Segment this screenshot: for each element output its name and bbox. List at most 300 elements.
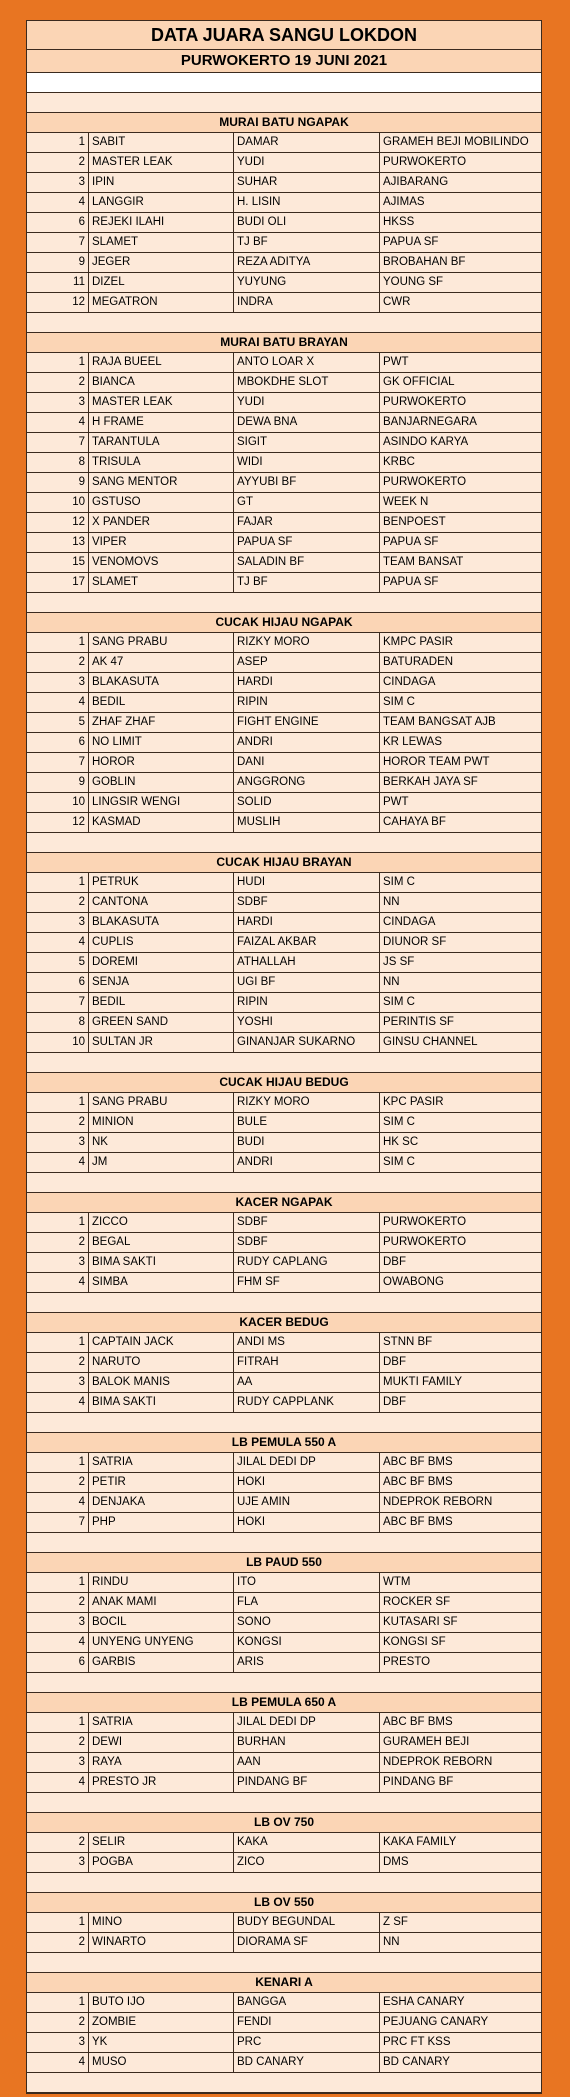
bird-name-cell: MUSO xyxy=(89,2053,234,2072)
rank-cell: 1 xyxy=(27,873,89,892)
rank-cell: 1 xyxy=(27,1913,89,1932)
bird-name-cell: SLAMET xyxy=(89,233,234,252)
owner-cell: MBOKDHE SLOT xyxy=(234,373,380,392)
bird-name-cell: POGBA xyxy=(89,1853,234,1872)
rank-cell: 4 xyxy=(27,2053,89,2072)
team-cell: STNN BF xyxy=(383,1336,433,1348)
table-row xyxy=(27,773,541,793)
owner-cell: FAJAR xyxy=(234,513,380,532)
team-cell: PURWOKERTO xyxy=(383,1236,467,1248)
bird-name-cell: BLAKASUTA xyxy=(89,913,234,932)
bird-name-cell: HOROR xyxy=(89,753,234,772)
team-cell: KMPC PASIR xyxy=(383,636,454,648)
bird-name-cell: JM xyxy=(89,1153,234,1172)
rank-cell: 10 xyxy=(27,1033,89,1052)
table-row xyxy=(27,893,541,913)
owner-cell: JILAL DEDI DP xyxy=(234,1713,380,1732)
bird-name-cell: SIMBA xyxy=(89,1273,234,1292)
owner-cell: RIPIN xyxy=(234,693,380,712)
rank-cell: 2 xyxy=(27,1113,89,1132)
table-row xyxy=(27,973,541,993)
team-cell: ASINDO KARYA xyxy=(383,436,469,448)
bird-name-cell: TARANTULA xyxy=(89,433,234,452)
owner-cell: HUDI xyxy=(234,873,380,892)
category-header: CUCAK HIJAU BRAYAN xyxy=(27,853,541,873)
team-cell: PWT xyxy=(383,356,409,368)
owner-cell: SUHAR xyxy=(234,173,380,192)
bird-name-cell: SANG MENTOR xyxy=(89,473,234,492)
team-cell: BD CANARY xyxy=(383,2056,450,2068)
rank-cell: 3 xyxy=(27,2033,89,2052)
table-row xyxy=(27,1213,541,1233)
gap-row xyxy=(27,1533,541,1553)
bird-name-cell: GSTUSO xyxy=(89,493,234,512)
team-cell: GINSU CHANNEL xyxy=(383,1036,478,1048)
table-row xyxy=(27,793,541,813)
bird-name-cell: RAYA xyxy=(89,1753,234,1772)
rank-cell: 4 xyxy=(27,1633,89,1652)
table-row xyxy=(27,1253,541,1273)
team-cell: DMS xyxy=(383,1856,409,1868)
rank-cell: 1 xyxy=(27,1573,89,1592)
gap-row xyxy=(27,313,541,333)
owner-cell: UJE AMIN xyxy=(234,1493,380,1512)
rank-cell: 7 xyxy=(27,433,89,452)
team-cell: GRAMEH BEJI MOBILINDO xyxy=(383,136,529,148)
rank-cell: 11 xyxy=(27,273,89,292)
bird-name-cell: UNYENG UNYENG xyxy=(89,1633,234,1652)
rank-cell: 5 xyxy=(27,953,89,972)
table-row xyxy=(27,1853,541,1873)
bird-name-cell: GREEN SAND xyxy=(89,1013,234,1032)
team-cell: GURAMEH BEJI xyxy=(383,1736,470,1748)
owner-cell: ANTO LOAR X xyxy=(234,353,380,372)
bird-name-cell: VIPER xyxy=(89,533,234,552)
rank-cell: 2 xyxy=(27,1733,89,1752)
owner-cell: MUSLIH xyxy=(234,813,380,832)
owner-cell: KONGSI xyxy=(234,1633,380,1652)
category-header: CUCAK HIJAU NGAPAK xyxy=(27,613,541,633)
owner-cell: HOKI xyxy=(234,1513,380,1532)
bird-name-cell: CUPLIS xyxy=(89,933,234,952)
table-row xyxy=(27,233,541,253)
bird-name-cell: RAJA BUEEL xyxy=(89,353,234,372)
team-cell: SIM C xyxy=(383,996,415,1008)
team-cell: OWABONG xyxy=(383,1276,444,1288)
table-row xyxy=(27,1113,541,1133)
gap-row xyxy=(27,1873,541,1893)
owner-cell: SDBF xyxy=(234,1213,380,1232)
owner-cell: GINANJAR SUKARNO xyxy=(234,1033,380,1052)
results-sheet xyxy=(26,20,542,2094)
table-row xyxy=(27,1393,541,1413)
bird-name-cell: MINION xyxy=(89,1113,234,1132)
bird-name-cell: BUTO IJO xyxy=(89,1993,234,2012)
team-cell: PURWOKERTO xyxy=(383,1216,467,1228)
table-row xyxy=(27,1573,541,1593)
bird-name-cell: SANG PRABU xyxy=(89,633,234,652)
category-header: LB OV 750 xyxy=(27,1813,541,1833)
table-row xyxy=(27,2053,541,2073)
team-cell: TEAM BANGSAT AJB xyxy=(383,716,496,728)
team-cell: ESHA CANARY xyxy=(383,1996,465,2008)
team-cell: CINDAGA xyxy=(383,676,436,688)
bird-name-cell: BALOK MANIS xyxy=(89,1373,234,1392)
bird-name-cell: SENJA xyxy=(89,973,234,992)
bird-name-cell: BLAKASUTA xyxy=(89,673,234,692)
team-cell: PAPUA SF xyxy=(383,236,439,248)
bird-name-cell: LANGGIR xyxy=(89,193,234,212)
bird-name-cell: ZOMBIE xyxy=(89,2013,234,2032)
owner-cell: DEWA BNA xyxy=(234,413,380,432)
rank-cell: 7 xyxy=(27,993,89,1012)
team-cell: PERINTIS SF xyxy=(383,1016,454,1028)
rank-cell: 1 xyxy=(27,1213,89,1232)
owner-cell: FENDI xyxy=(234,2013,380,2032)
bird-name-cell: MEGATRON xyxy=(89,293,234,312)
owner-cell: AA xyxy=(234,1373,380,1392)
team-cell: NN xyxy=(383,976,400,988)
bird-name-cell: SATRIA xyxy=(89,1713,234,1732)
gap-row xyxy=(27,1173,541,1193)
table-row xyxy=(27,1753,541,1773)
rank-cell: 3 xyxy=(27,1753,89,1772)
team-cell: JS SF xyxy=(383,956,415,968)
owner-cell: ANGGRONG xyxy=(234,773,380,792)
rank-cell: 4 xyxy=(27,1153,89,1172)
team-cell: PRC FT KSS xyxy=(383,2036,451,2048)
bird-name-cell: ZICCO xyxy=(89,1213,234,1232)
owner-cell: PAPUA SF xyxy=(234,533,380,552)
table-row xyxy=(27,1353,541,1373)
rank-cell: 8 xyxy=(27,1013,89,1032)
owner-cell: FHM SF xyxy=(234,1273,380,1292)
bird-name-cell: DENJAKA xyxy=(89,1493,234,1512)
bird-name-cell: LINGSIR WENGI xyxy=(89,793,234,812)
owner-cell: RUDY CAPPLANK xyxy=(234,1393,380,1412)
rank-cell: 2 xyxy=(27,2013,89,2032)
rank-cell: 5 xyxy=(27,713,89,732)
rank-cell: 3 xyxy=(27,1133,89,1152)
team-cell: SIM C xyxy=(383,1156,415,1168)
owner-cell: RIPIN xyxy=(234,993,380,1012)
bird-name-cell: PHP xyxy=(89,1513,234,1532)
rank-cell: 3 xyxy=(27,393,89,412)
owner-cell: RIZKY MORO xyxy=(234,633,380,652)
team-cell: PEJUANG CANARY xyxy=(383,2016,489,2028)
owner-cell: YUDI xyxy=(234,153,380,172)
owner-cell: KAKA xyxy=(234,1833,380,1852)
rank-cell: 3 xyxy=(27,1613,89,1632)
bird-name-cell: SULTAN JR xyxy=(89,1033,234,1052)
bird-name-cell: DIZEL xyxy=(89,273,234,292)
rank-cell: 2 xyxy=(27,1593,89,1612)
table-row xyxy=(27,553,541,573)
team-cell: CINDAGA xyxy=(383,916,436,928)
rank-cell: 7 xyxy=(27,1513,89,1532)
team-cell: WTM xyxy=(383,1576,411,1588)
team-cell: BERKAH JAYA SF xyxy=(383,776,478,788)
table-row xyxy=(27,1833,541,1853)
gap-row xyxy=(27,2073,541,2093)
owner-cell: ANDRI xyxy=(234,733,380,752)
bird-name-cell: SABIT xyxy=(89,133,234,152)
bird-name-cell: WINARTO xyxy=(89,1933,234,1952)
table-row xyxy=(27,753,541,773)
team-cell: AJIMAS xyxy=(383,196,425,208)
bird-name-cell: KASMAD xyxy=(89,813,234,832)
bird-name-cell: AK 47 xyxy=(89,653,234,672)
rank-cell: 3 xyxy=(27,673,89,692)
owner-cell: SDBF xyxy=(234,893,380,912)
bird-name-cell: SELIR xyxy=(89,1833,234,1852)
owner-cell: SDBF xyxy=(234,1233,380,1252)
rank-cell: 2 xyxy=(27,1833,89,1852)
table-row xyxy=(27,1593,541,1613)
table-row xyxy=(27,633,541,653)
bird-name-cell: BEDIL xyxy=(89,693,234,712)
bird-name-cell: DEWI xyxy=(89,1733,234,1752)
team-cell: KUTASARI SF xyxy=(383,1616,458,1628)
table-row xyxy=(27,993,541,1013)
team-cell: ABC BF BMS xyxy=(383,1516,453,1528)
owner-cell: AAN xyxy=(234,1753,380,1772)
rank-cell: 1 xyxy=(27,1333,89,1352)
rank-cell: 4 xyxy=(27,1493,89,1512)
bird-name-cell: GARBIS xyxy=(89,1653,234,1672)
bird-name-cell: PETIR xyxy=(89,1473,234,1492)
table-row xyxy=(27,1453,541,1473)
table-row xyxy=(27,1333,541,1353)
team-cell: PRESTO xyxy=(383,1656,431,1668)
category-header: CUCAK HIJAU BEDUG xyxy=(27,1073,541,1093)
category-header: LB PAUD 550 xyxy=(27,1553,541,1573)
table-row xyxy=(27,1513,541,1533)
table-row xyxy=(27,153,541,173)
rank-cell: 4 xyxy=(27,693,89,712)
rank-cell: 15 xyxy=(27,553,89,572)
table-row xyxy=(27,813,541,833)
bird-name-cell: BIMA SAKTI xyxy=(89,1253,234,1272)
spacer-row xyxy=(27,73,541,93)
team-cell: KAKA FAMILY xyxy=(383,1836,457,1848)
owner-cell: BUDI OLI xyxy=(234,213,380,232)
bird-name-cell: VENOMOVS xyxy=(89,553,234,572)
bird-name-cell: SANG PRABU xyxy=(89,1093,234,1112)
team-cell: BATURADEN xyxy=(383,656,454,668)
owner-cell: BURHAN xyxy=(234,1733,380,1752)
rank-cell: 7 xyxy=(27,233,89,252)
bird-name-cell: MINO xyxy=(89,1913,234,1932)
table-row xyxy=(27,713,541,733)
table-row xyxy=(27,353,541,373)
team-cell: PURWOKERTO xyxy=(383,476,467,488)
rank-cell: 3 xyxy=(27,1373,89,1392)
table-row xyxy=(27,173,541,193)
bird-name-cell: MASTER LEAK xyxy=(89,153,234,172)
owner-cell: TJ BF xyxy=(234,233,380,252)
rank-cell: 4 xyxy=(27,1393,89,1412)
bird-name-cell: TRISULA xyxy=(89,453,234,472)
team-cell: GK OFFICIAL xyxy=(383,376,455,388)
rank-cell: 2 xyxy=(27,1933,89,1952)
owner-cell: ITO xyxy=(234,1573,380,1592)
table-row xyxy=(27,933,541,953)
rank-cell: 9 xyxy=(27,773,89,792)
bird-name-cell: NO LIMIT xyxy=(89,733,234,752)
table-row xyxy=(27,2013,541,2033)
team-cell: Z SF xyxy=(383,1916,408,1928)
rank-cell: 2 xyxy=(27,653,89,672)
rank-cell: 9 xyxy=(27,253,89,272)
owner-cell: ANDRI xyxy=(234,1153,380,1172)
team-cell: PWT xyxy=(383,796,409,808)
owner-cell: ATHALLAH xyxy=(234,953,380,972)
table-row xyxy=(27,1473,541,1493)
bird-name-cell: CAPTAIN JACK xyxy=(89,1333,234,1352)
team-cell: BANJARNEGARA xyxy=(383,416,477,428)
table-row xyxy=(27,293,541,313)
owner-cell: TJ BF xyxy=(234,573,380,592)
table-row xyxy=(27,273,541,293)
owner-cell: SIGIT xyxy=(234,433,380,452)
bird-name-cell: RINDU xyxy=(89,1573,234,1592)
owner-cell: SONO xyxy=(234,1613,380,1632)
rank-cell: 1 xyxy=(27,1713,89,1732)
team-cell: ROCKER SF xyxy=(383,1596,451,1608)
rank-cell: 3 xyxy=(27,1253,89,1272)
bird-name-cell: ZHAF ZHAF xyxy=(89,713,234,732)
table-row xyxy=(27,2033,541,2053)
team-cell: CAHAYA BF xyxy=(383,816,446,828)
owner-cell: YUYUNG xyxy=(234,273,380,292)
team-cell: BENPOEST xyxy=(383,516,446,528)
rank-cell: 2 xyxy=(27,1233,89,1252)
rank-cell: 7 xyxy=(27,753,89,772)
team-cell: SIM C xyxy=(383,876,415,888)
bird-name-cell: REJEKI ILAHI xyxy=(89,213,234,232)
table-row xyxy=(27,133,541,153)
owner-cell: BANGGA xyxy=(234,1993,380,2012)
owner-cell: UGI BF xyxy=(234,973,380,992)
owner-cell: BD CANARY xyxy=(234,2053,380,2072)
owner-cell: INDRA xyxy=(234,293,380,312)
table-row xyxy=(27,393,541,413)
category-header: LB PEMULA 650 A xyxy=(27,1693,541,1713)
event-subtitle: PURWOKERTO 19 JUNI 2021 xyxy=(27,50,541,73)
table-row xyxy=(27,453,541,473)
team-cell: ABC BF BMS xyxy=(383,1716,453,1728)
bird-name-cell: PRESTO JR xyxy=(89,1773,234,1792)
rank-cell: 3 xyxy=(27,173,89,192)
team-cell: DBF xyxy=(383,1256,406,1268)
gap-row xyxy=(27,1413,541,1433)
category-header: KACER NGAPAK xyxy=(27,1193,541,1213)
team-cell: ABC BF BMS xyxy=(383,1476,453,1488)
rank-cell: 2 xyxy=(27,1353,89,1372)
table-row xyxy=(27,253,541,273)
table-row xyxy=(27,1733,541,1753)
owner-cell: RUDY CAPLANG xyxy=(234,1253,380,1272)
bird-name-cell: BIANCA xyxy=(89,373,234,392)
team-cell: PURWOKERTO xyxy=(383,396,467,408)
owner-cell: BULE xyxy=(234,1113,380,1132)
bird-name-cell: BEDIL xyxy=(89,993,234,1012)
rank-cell: 4 xyxy=(27,413,89,432)
owner-cell: GT xyxy=(234,493,380,512)
team-cell: DIUNOR SF xyxy=(383,936,447,948)
team-cell: KR LEWAS xyxy=(383,736,443,748)
team-cell: DBF xyxy=(383,1356,406,1368)
team-cell: KPC PASIR xyxy=(383,1096,444,1108)
rank-cell: 6 xyxy=(27,733,89,752)
owner-cell: BUDI xyxy=(234,1133,380,1152)
table-row xyxy=(27,373,541,393)
table-row xyxy=(27,413,541,433)
gap-row xyxy=(27,93,541,113)
owner-cell: FITRAH xyxy=(234,1353,380,1372)
team-cell: NN xyxy=(383,1936,400,1948)
bird-name-cell: BEGAL xyxy=(89,1233,234,1252)
rank-cell: 2 xyxy=(27,1473,89,1492)
owner-cell: HOKI xyxy=(234,1473,380,1492)
owner-cell: YUDI xyxy=(234,393,380,412)
rank-cell: 6 xyxy=(27,213,89,232)
owner-cell: FLA xyxy=(234,1593,380,1612)
rank-cell: 12 xyxy=(27,813,89,832)
owner-cell: DANI xyxy=(234,753,380,772)
owner-cell: RIZKY MORO xyxy=(234,1093,380,1112)
owner-cell: SOLID xyxy=(234,793,380,812)
rank-cell: 8 xyxy=(27,453,89,472)
owner-cell: ARIS xyxy=(234,1653,380,1672)
team-cell: SIM C xyxy=(383,1116,415,1128)
table-row xyxy=(27,1033,541,1053)
gap-row xyxy=(27,593,541,613)
owner-cell: JILAL DEDI DP xyxy=(234,1453,380,1472)
table-row xyxy=(27,653,541,673)
bird-name-cell: SLAMET xyxy=(89,573,234,592)
table-row xyxy=(27,673,541,693)
owner-cell: BUDY BEGUNDAL xyxy=(234,1913,380,1932)
rank-cell: 4 xyxy=(27,1773,89,1792)
team-cell: DBF xyxy=(383,1396,406,1408)
bird-name-cell: DOREMI xyxy=(89,953,234,972)
bird-name-cell: CANTONA xyxy=(89,893,234,912)
team-cell: TEAM BANSAT xyxy=(383,556,464,568)
category-header: KENARI A xyxy=(27,1973,541,1993)
category-header: MURAI BATU BRAYAN xyxy=(27,333,541,353)
table-row xyxy=(27,733,541,753)
rank-cell: 9 xyxy=(27,473,89,492)
table-row xyxy=(27,1933,541,1953)
rank-cell: 3 xyxy=(27,913,89,932)
table-row xyxy=(27,1373,541,1393)
owner-cell: ANDI MS xyxy=(234,1333,380,1352)
owner-cell: H. LISIN xyxy=(234,193,380,212)
rank-cell: 6 xyxy=(27,973,89,992)
rank-cell: 13 xyxy=(27,533,89,552)
bird-name-cell: NK xyxy=(89,1133,234,1152)
bird-name-cell: H FRAME xyxy=(89,413,234,432)
bird-name-cell: ANAK MAMI xyxy=(89,1593,234,1612)
table-row xyxy=(27,1713,541,1733)
owner-cell: WIDI xyxy=(234,453,380,472)
table-row xyxy=(27,1653,541,1673)
table-row xyxy=(27,533,541,553)
rank-cell: 3 xyxy=(27,1853,89,1872)
rank-cell: 1 xyxy=(27,1993,89,2012)
